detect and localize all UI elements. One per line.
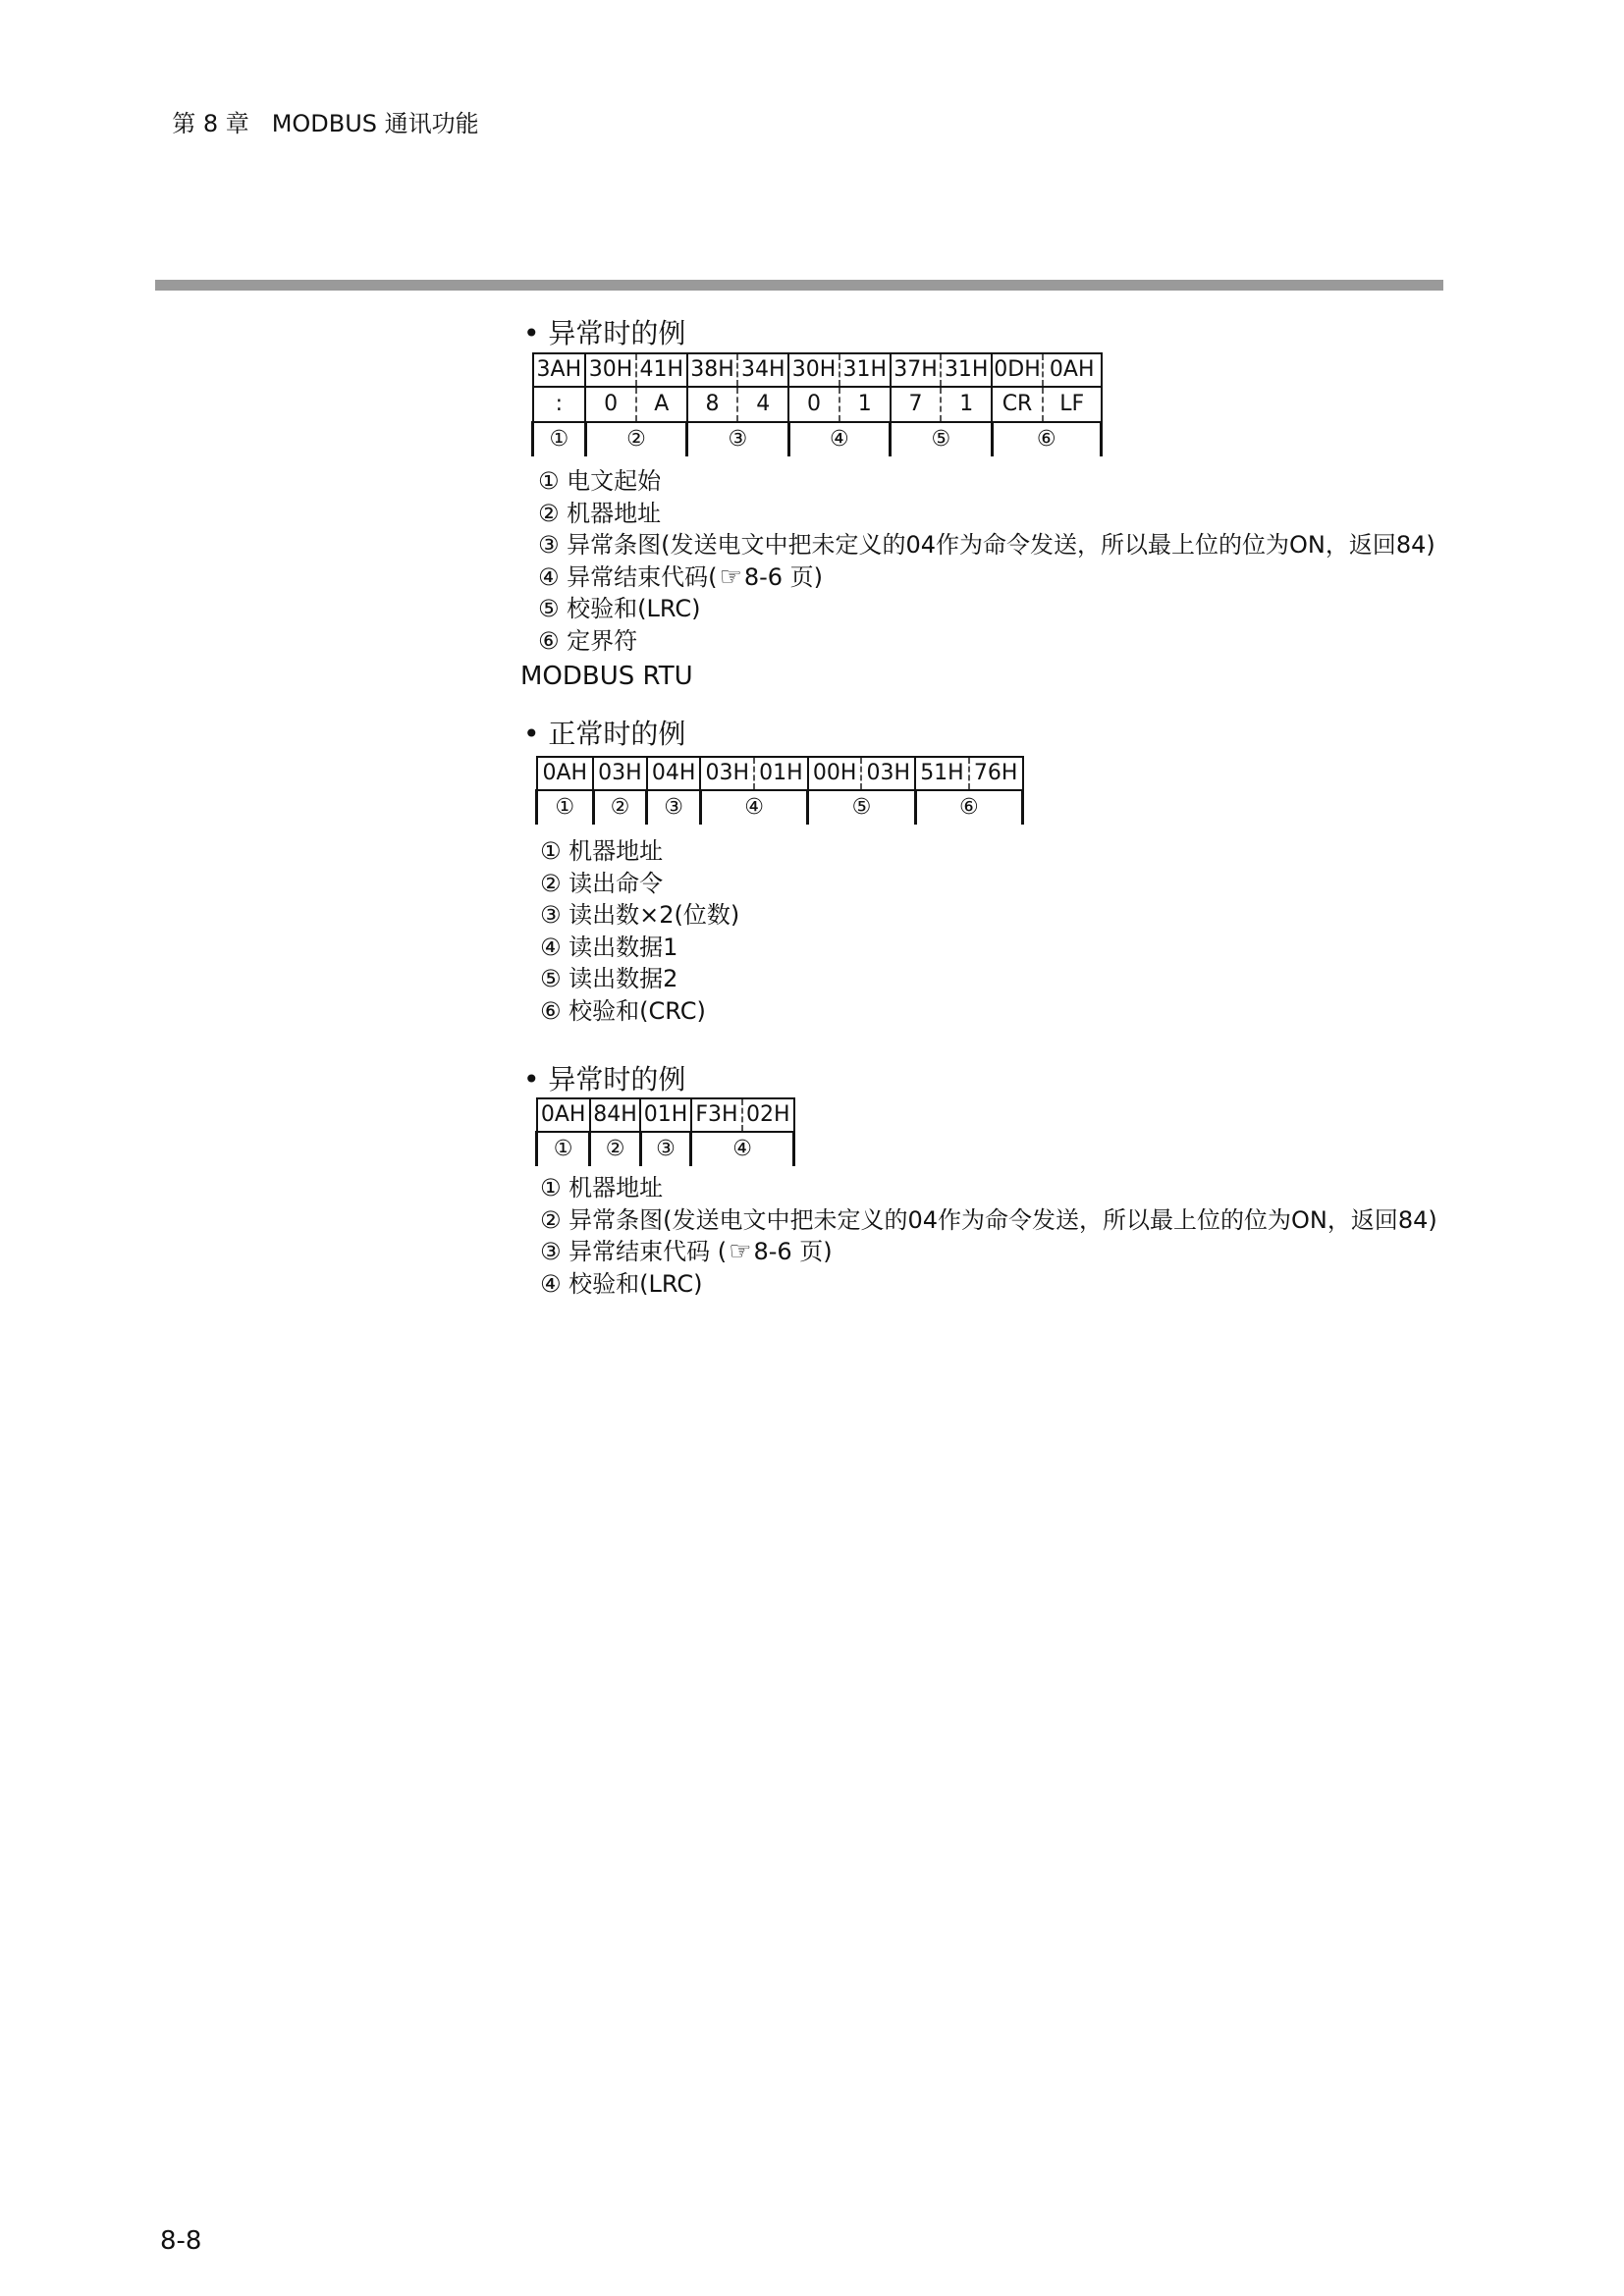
legend-item-ref bbox=[538, 561, 1435, 594]
legend-item: ⑥ 校验和(CRC) bbox=[540, 996, 706, 1025]
hex-cell: 41H bbox=[636, 353, 687, 387]
ascii-char-row bbox=[533, 387, 1102, 422]
field-num-cell: ③ bbox=[687, 422, 788, 456]
legend-item: ① 机器地址 bbox=[540, 837, 664, 865]
legend-item: ② 读出命令 bbox=[540, 869, 664, 897]
section-divider bbox=[155, 280, 1443, 291]
hex-cell: 38H bbox=[687, 353, 738, 387]
char-cell: 1 bbox=[839, 387, 891, 422]
hex-cell: 0AH bbox=[537, 757, 594, 790]
rtu-error-legend bbox=[540, 1172, 1437, 1300]
rtu-normal-hex-row bbox=[537, 757, 1023, 790]
hex-cell: 03H bbox=[861, 757, 915, 790]
rtu-error-frame-table bbox=[535, 1097, 795, 1166]
field-num-cell: ④ bbox=[691, 1132, 794, 1166]
legend-item: ② 异常条图(发送电文中把未定义的04作为命令发送，所以最上位的位为ON，返回84) bbox=[540, 1205, 1437, 1234]
ascii-hex-row bbox=[533, 353, 1102, 387]
char-cell: 1 bbox=[941, 387, 992, 422]
hex-cell: 30H bbox=[788, 353, 839, 387]
ascii-error-legend bbox=[538, 465, 1435, 657]
page-number: 8-8 bbox=[160, 2226, 202, 2256]
legend-ref-tail: 8-6 页) bbox=[753, 1238, 833, 1265]
legend-item: ③ 异常条图(发送电文中把未定义的04作为命令发送，所以最上位的位为ON，返回84) bbox=[538, 531, 1435, 559]
char-cell: 0 bbox=[788, 387, 839, 422]
rtu-normal-field-row bbox=[537, 790, 1023, 825]
hex-cell: 04H bbox=[647, 757, 701, 790]
hex-cell: 03H bbox=[593, 757, 647, 790]
legend-item-text: ③ 异常结束代码 ( bbox=[540, 1238, 728, 1265]
char-cell: 7 bbox=[891, 387, 942, 422]
legend-item-text: ④ 异常结束代码( bbox=[538, 562, 718, 591]
pointing-hand-icon: ☞ bbox=[719, 561, 742, 592]
legend-item: ① 电文起始 bbox=[538, 467, 662, 495]
ascii-error-frame-table bbox=[531, 352, 1103, 456]
legend-item: ⑥ 定界符 bbox=[538, 626, 638, 655]
rtu-normal-legend bbox=[540, 835, 739, 1027]
legend-item: ② 机器地址 bbox=[538, 499, 662, 527]
legend-ref-tail: 8-6 页) bbox=[743, 562, 824, 591]
rtu-normal-frame-table bbox=[535, 756, 1024, 825]
hex-cell: 01H bbox=[640, 1098, 690, 1132]
char-cell: CR bbox=[992, 387, 1043, 422]
ascii-field-row bbox=[533, 422, 1102, 456]
field-num-cell: ① bbox=[537, 790, 594, 825]
char-cell: LF bbox=[1043, 387, 1102, 422]
field-num-cell: ⑤ bbox=[891, 422, 992, 456]
char-cell: 0 bbox=[585, 387, 636, 422]
hex-cell: 00H bbox=[808, 757, 862, 790]
hex-cell: 37H bbox=[891, 353, 942, 387]
hex-cell: 30H bbox=[585, 353, 636, 387]
hex-cell: 3AH bbox=[533, 353, 586, 387]
char-cell: A bbox=[636, 387, 687, 422]
chapter-title: MODBUS 通讯功能 bbox=[271, 110, 479, 137]
hex-cell: 76H bbox=[969, 757, 1023, 790]
field-num-cell: ② bbox=[590, 1132, 640, 1166]
legend-item: ③ 读出数×2(位数) bbox=[540, 901, 740, 929]
field-num-cell: ③ bbox=[647, 790, 701, 825]
field-num-cell: ⑥ bbox=[915, 790, 1022, 825]
field-num-cell: ④ bbox=[788, 422, 890, 456]
hex-cell: 34H bbox=[737, 353, 788, 387]
char-cell: : bbox=[533, 387, 586, 422]
field-num-cell: ① bbox=[537, 1132, 590, 1166]
char-cell: 4 bbox=[737, 387, 788, 422]
hex-cell: 0DH bbox=[992, 353, 1043, 387]
hex-cell: 0AH bbox=[1043, 353, 1102, 387]
legend-item: ① 机器地址 bbox=[540, 1174, 664, 1201]
field-num-cell: ② bbox=[593, 790, 647, 825]
rtu-normal-heading: • 正常时的例 bbox=[523, 718, 686, 750]
hex-cell: 84H bbox=[590, 1098, 640, 1132]
chapter-label: 第 8 章 bbox=[172, 110, 249, 137]
page-header bbox=[157, 77, 479, 138]
field-num-cell: ⑥ bbox=[992, 422, 1101, 456]
hex-cell: 0AH bbox=[537, 1098, 590, 1132]
rtu-error-hex-row bbox=[537, 1098, 794, 1132]
field-num-cell: ① bbox=[533, 422, 586, 456]
field-num-cell: ⑤ bbox=[808, 790, 915, 825]
field-num-cell: ④ bbox=[700, 790, 807, 825]
legend-item: ④ 校验和(LRC) bbox=[540, 1269, 703, 1298]
hex-cell: 01H bbox=[754, 757, 808, 790]
legend-item: ④ 读出数据1 bbox=[540, 933, 678, 961]
pointing-hand-icon: ☞ bbox=[729, 1237, 752, 1266]
hex-cell: 51H bbox=[915, 757, 969, 790]
hex-cell: 31H bbox=[839, 353, 891, 387]
hex-cell: F3H bbox=[691, 1098, 742, 1132]
rtu-error-field-row bbox=[537, 1132, 794, 1166]
rtu-section-title: MODBUS RTU bbox=[520, 662, 693, 691]
hex-cell: 03H bbox=[700, 757, 754, 790]
legend-item-ref bbox=[540, 1236, 1437, 1268]
hex-cell: 31H bbox=[941, 353, 992, 387]
rtu-error-heading: • 异常时的例 bbox=[523, 1063, 686, 1095]
ascii-error-heading: • 异常时的例 bbox=[523, 317, 686, 349]
field-num-cell: ③ bbox=[640, 1132, 690, 1166]
char-cell: 8 bbox=[687, 387, 738, 422]
legend-item: ⑤ 读出数据2 bbox=[540, 965, 678, 992]
field-num-cell: ② bbox=[585, 422, 686, 456]
hex-cell: 02H bbox=[742, 1098, 793, 1132]
legend-item: ⑤ 校验和(LRC) bbox=[538, 595, 701, 622]
